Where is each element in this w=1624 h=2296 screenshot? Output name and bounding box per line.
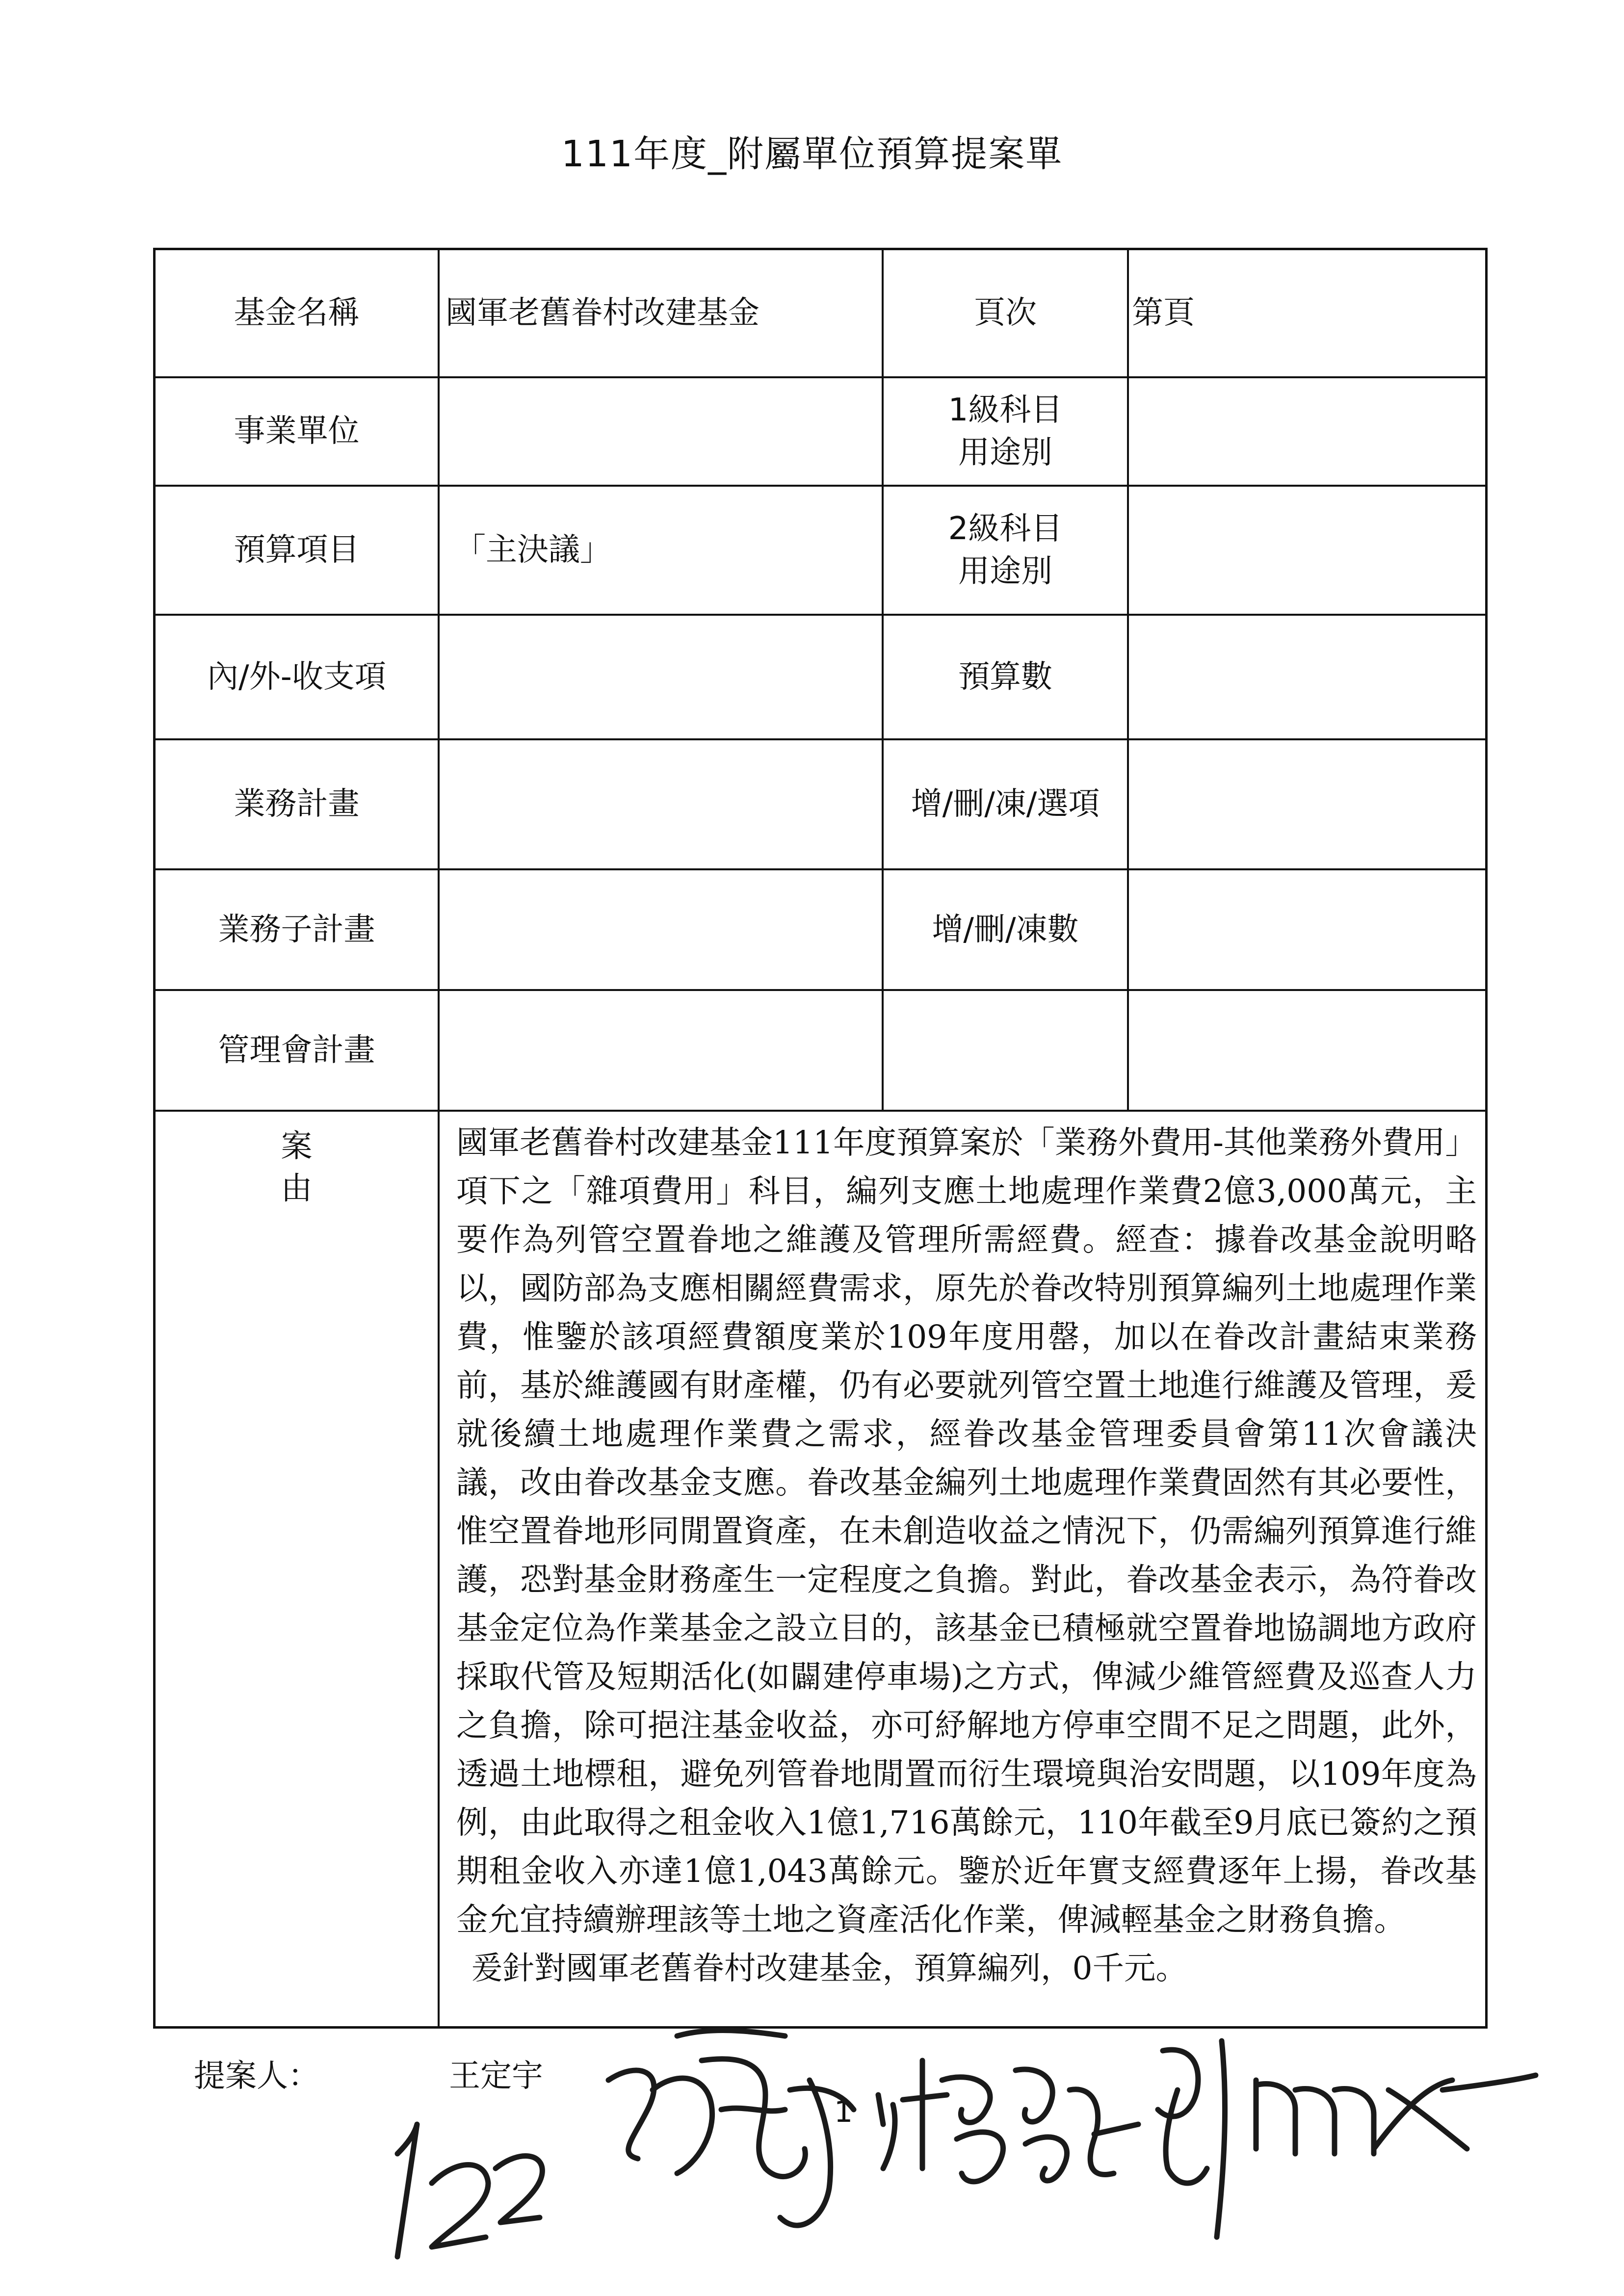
label-level2-subject-line2: 用途別: [958, 553, 1052, 590]
label-action-option: 增/刪/凍/選項: [911, 786, 1100, 823]
label-level1-subject-line2: 用途別: [958, 434, 1052, 471]
label-page: 頁次: [974, 295, 1037, 332]
value-fund-name: 國軍老舊眷村改建基金: [445, 295, 760, 332]
label-action-amount: 增/刪/凍數: [932, 911, 1079, 948]
label-fund-name: 基金名稱: [234, 295, 360, 332]
reason-conclusion: 爰針對國軍老舊眷村改建基金，預算編列，0千元。: [471, 1950, 1188, 1987]
label-budget-amount: 預算數: [958, 658, 1052, 695]
label-mgmt-plan: 管理會計畫: [218, 1032, 375, 1069]
handwritten-number-122: [397, 2124, 542, 2257]
label-business-plan: 業務計畫: [234, 786, 360, 823]
value-budget-item: 「主決議」: [454, 532, 611, 569]
label-business-unit: 事業單位: [234, 413, 360, 450]
page-number: 1: [834, 2095, 853, 2129]
label-sub-plan: 業務子計畫: [218, 911, 375, 948]
label-reason-text: 案由: [281, 1128, 391, 1207]
label-level1-subject-line1: 1級科目: [948, 392, 1063, 429]
signature-scribble-2: [878, 2061, 1138, 2182]
label-in-out: 內/外-收支項: [207, 658, 386, 695]
proposer-label: 提案人：: [194, 2058, 319, 2094]
value-page: 第頁: [1132, 295, 1195, 332]
proposer-name: 王定宇: [449, 2058, 543, 2094]
form-title: 111年度_附屬單位預算提案單: [561, 133, 1063, 175]
signature-scribble-3: [1158, 2041, 1536, 2237]
label-budget-item: 預算項目: [234, 532, 360, 569]
reason-body: 國軍老舊眷村改建基金111年度預算案於「業務外費用-其他業務外費用」項下之「雜項費用」科目，編列支應土地處理作業費2億3,000萬元，主要作為列管空置眷地之維護及管理所需經費。經查：據眷改基金說明略以，國防部為支應相關經費需求，原先於眷改特別預算編列土地處理作業費，惟鑒於該項經費額度業於109年度用罄，加以在眷改計畫結束業務前，基於維護國有財產權，仍有必要就列管空置土地進行維護及管理，爰就後續土地處理作業費之需求，經眷改基金管理委員會第11次會議決議，改由眷改基金支應。眷改基金編列土地處理作業費固然有其必要性，惟空置眷地形同閒置資產，在未創造收益之情況下，仍需編列預算進行維護，恐對基金財務產生一定程度之負擔。對此，眷改基金表示，為符眷改基金定位為作業基金之設立目的，該基金已積極就空置眷地協調地方政府採取代管及短期活化(如闢建停車場)之方式，俾減少維管經費及巡查人力之負擔，除可挹注基金收益，亦可紓解地方停車空間不足之問題，此外，透過土地標租，避免列管眷地閒置而衍生環境與治安問題，以109年度為例，由此取得之租金收入1億1,716萬餘元，110年截至9月底已簽約之預期租金收入亦達1億1,043萬餘元。鑒於近年實支經費逐年上揚，眷改基金允宜持續辦理該等土地之資產活化作業，俾減輕基金之財務負擔。: [456, 1124, 1477, 1938]
signature-scribble-1: [608, 2030, 854, 2225]
label-level2-subject-line1: 2級科目: [948, 511, 1063, 548]
